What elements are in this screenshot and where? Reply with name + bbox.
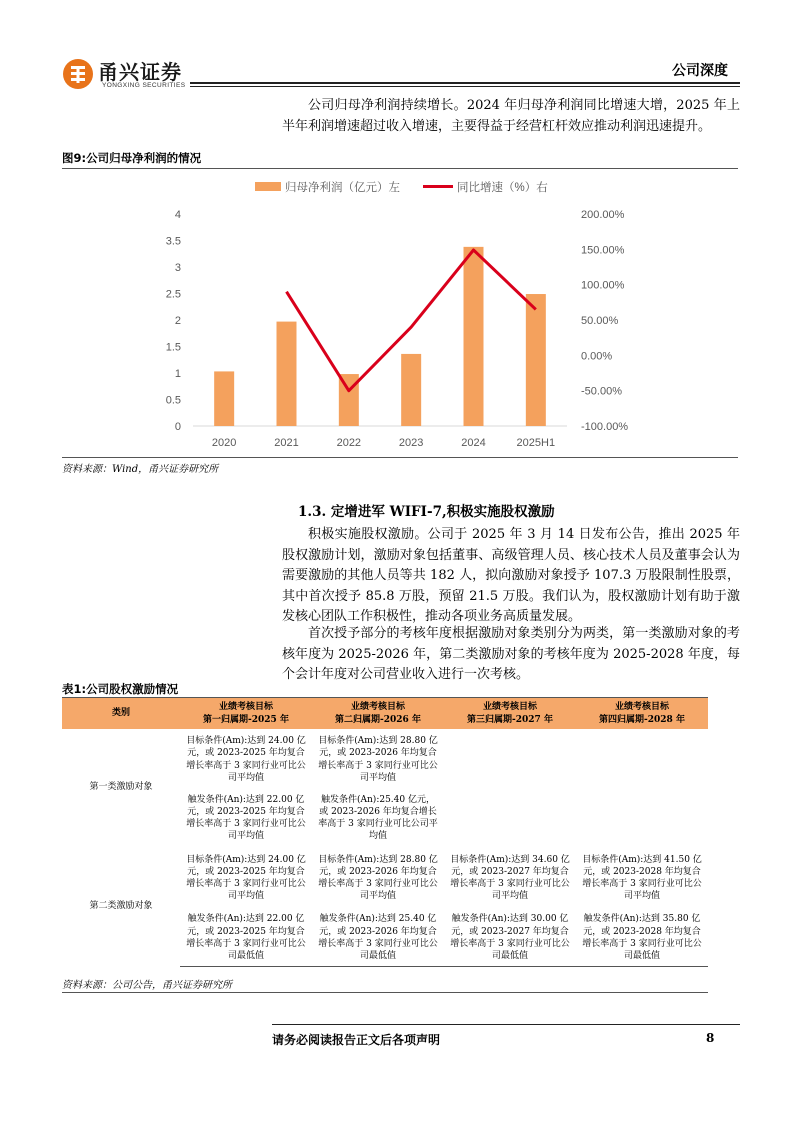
profit-bar [526,294,546,426]
figure-title: 图9:公司归母净利润的情况 [62,151,202,165]
table-cell: 触发条件(An):达到 22.00 亿元，或 2023-2025 年均复合增长率高于 3 家同行业可比公司平均值 [186,794,306,842]
table-row [62,729,708,790]
category-label: 2023 [398,437,424,449]
profit-bar [464,247,484,426]
document-type-label: 公司深度 [672,63,728,79]
table-cell [576,729,708,790]
row-category: 第二类激励对象 [89,900,153,911]
left-tick-label: 1.5 [165,341,181,354]
table-cell: 目标条件(Am):达到 41.50 亿元，或 2023-2028 年均复合增长率高于 3 家同行业可比公司平均值 [582,854,702,902]
table-header-row [62,698,708,730]
figure-bottom-rule [62,457,738,458]
table-cell [444,729,576,790]
table-cell: 目标条件(Am):达到 34.60 亿元，或 2023-2027 年均复合增长率高于 3 家同行业可比公司平均值 [450,854,570,902]
section-heading: 1.3. 定增进军 WIFI-7,积极实施股权激励 [298,504,555,520]
table-title: 表1:公司股权激励情况 [62,682,179,696]
bar-series [214,247,546,426]
table-cell: 触发条件(An):达到 25.40 亿元，或 2023-2026 年均复合增长率高于 3 家同行业可比公司最低值 [312,910,444,966]
left-tick-label: 3 [174,262,181,274]
profit-bar [401,354,421,426]
right-tick-label: 200.00% [581,209,625,221]
table-cell [576,790,708,846]
left-tick-label: 2.5 [165,288,181,301]
left-axis-ticks [166,209,181,433]
company-logo-icon [62,58,94,90]
left-tick-label: 0.5 [165,394,181,407]
page-number: 8 [706,1031,715,1045]
table-cell [444,790,576,846]
table-cell: 目标条件(Am):达到 24.00 亿元，或 2023-2025 年均复合增长率高于 3 家同行业可比公司平均值 [186,854,306,902]
category-labels [212,437,555,449]
right-tick-label: 50.00% [581,315,619,327]
table-cell: 目标条件(Am):达到 28.80 亿元，或 2023-2026 年均复合增长率高于 3 家同行业可比公司平均值 [318,736,438,783]
header-period-3: 业绩考核目标 第三归属期-2027 年 [444,698,576,730]
header-rule-thin [190,86,740,87]
table-cell: 目标条件(Am):达到 24.00 亿元，或 2023-2025 年均复合增长率高于 3 家同行业可比公司平均值 [186,736,306,783]
left-tick-label: 3.5 [165,235,181,248]
assessment-paragraph: 首次授予部分的考核年度根据激励对象类别分为两类，第一类激励对象的考核年度为 2025-2026 年，第二类激励对象的考核年度为 2025-2028 年度，每个会计年度对公司营业收入进行一次考核。 [282,626,740,682]
table-bottom-rule [62,992,708,993]
net-profit-chart [155,168,641,457]
chart-legend [255,180,548,194]
category-label: 2020 [211,437,237,449]
category-label: 2022 [336,437,362,449]
legend-bar-swatch [255,182,281,191]
profit-bar [214,371,234,426]
table-cell: 触发条件(An):达到 30.00 亿元，或 2023-2027 年均复合增长率高于 3 家同行业可比公司最低值 [444,910,576,966]
row-category: 第一类激励对象 [89,782,153,793]
header-period-4: 业绩考核目标 第四归属期-2028 年 [576,698,708,730]
right-axis-ticks [581,209,628,433]
logo-brand-english: YONGXING SECURITIES [102,82,186,89]
right-tick-label: -50.00% [581,385,622,398]
right-tick-label: 150.00% [581,244,625,257]
legend-bar-label: 归母净利润（亿元）左 [285,182,400,194]
intro-paragraph: 公司归母净利润持续增长。2024 年归母净利润同比增速大增，2025 年上半年利润增速超过收入增速，主要得益于经营杠杆效应推动利润迅速提升。 [282,98,740,134]
table-cell: 触发条件(An):达到 22.00 亿元，或 2023-2025 年均复合增长率高于 3 家同行业可比公司最低值 [180,910,312,966]
footer-disclaimer: 请务必阅读报告正文后各项声明 [272,1033,441,1047]
table-cell: 触发条件(An):25.40 亿元，或 2023-2026 年均复合增长率高于 3 家同行业可比公司平均值 [318,794,438,842]
left-tick-label: 4 [174,209,181,221]
profit-bar [277,322,297,426]
right-tick-label: 100.00% [581,279,625,292]
incentive-paragraph: 积极实施股权激励。公司于 2025 年 3 月 14 日发布公告，推出 2025 年股权激励计划，激励对象包括董事、高级管理人员、核心技术人员及董事会认为需要激励的其他人员等共 182 人，拟向激励对象授予 107.3 万股限制性股票，其中首次授予 85.8 万股，预留 21.5 万股。我们认为，股权激励计划有助于激发核心团队工作积极性，推动各项业务高质量发展。 [282,527,740,624]
header-category: 类别 [62,698,180,730]
left-tick-label: 0 [174,421,181,433]
logo-brand-name: 甬兴证券 [98,60,182,84]
header-period-1: 业绩考核目标 第一归属期-2025 年 [180,698,312,730]
left-tick-label: 1 [174,368,181,380]
category-label: 2025H1 [516,437,556,449]
table-cell: 触发条件(An):达到 35.80 亿元，或 2023-2028 年均复合增长率高于 3 家同行业可比公司最低值 [576,910,708,966]
right-tick-label: -100.00% [581,421,629,433]
table-cell: 目标条件(Am):达到 28.80 亿元，或 2023-2026 年均复合增长率高于 3 家同行业可比公司平均值 [318,854,438,902]
category-label: 2021 [274,437,299,449]
legend-line-label: 同比增速（%）右 [457,182,548,194]
incentive-table [62,697,708,967]
header-period-2: 业绩考核目标 第二归属期-2026 年 [312,698,444,730]
figure-source: 资料来源：Wind，甬兴证券研究所 [62,464,219,475]
footer-rule [272,1024,740,1025]
header-rule [190,82,740,84]
right-tick-label: 0.00% [581,350,613,363]
category-label: 2024 [461,437,486,449]
left-tick-label: 2 [174,315,181,327]
table-row [62,846,708,910]
table-source: 资料来源：公司公告，甬兴证券研究所 [62,980,232,991]
